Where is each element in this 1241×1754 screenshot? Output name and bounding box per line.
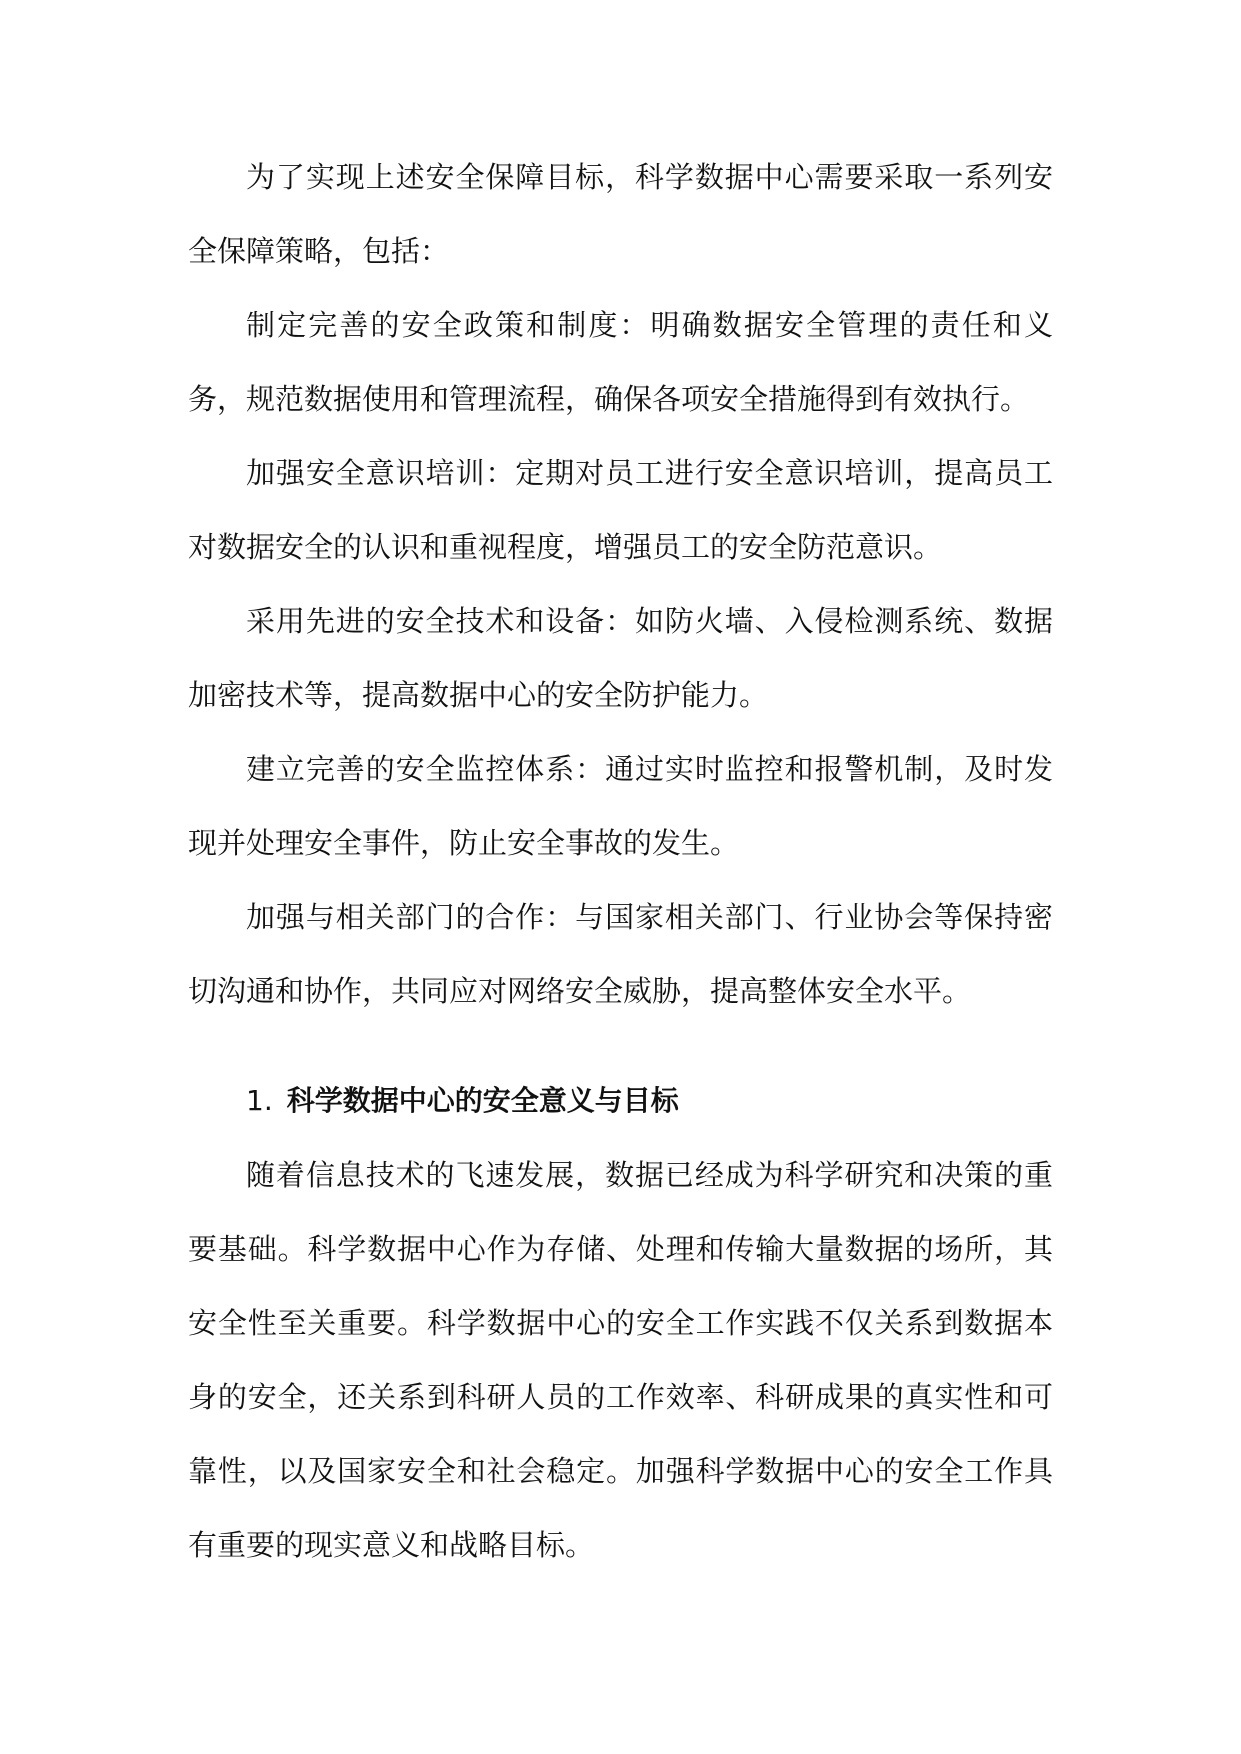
paragraph-technology: 采用先进的安全技术和设备：如防火墙、入侵检测系统、数据加密技术等，提高数据中心的安全防护能力。 — [188, 604, 1053, 712]
paragraph-policy: 制定完善的安全政策和制度：明确数据安全管理的责任和义务，规范数据使用和管理流程，确保各项安全措施得到有效执行。 — [188, 308, 1053, 416]
section-heading — [188, 1064, 1053, 1138]
paragraph-cooperation: 加强与相关部门的合作：与国家相关部门、行业协会等保持密切沟通和协作，共同应对网络安全威胁，提高整体安全水平。 — [188, 900, 1053, 1008]
document-body — [188, 140, 1053, 1582]
paragraph-significance: 随着信息技术的飞速发展，数据已经成为科学研究和决策的重要基础。科学数据中心作为存储、处理和传输大量数据的场所，其安全性至关重要。科学数据中心的安全工作实践不仅关系到数据本身的安全，还关系到科研人员的工作效率、科研成果的真实性和可靠性，以及国家安全和社会稳定。加强科学数据中心的安全工作具有重要的现实意义和战略目标。 — [188, 1158, 1053, 1562]
paragraph-strategy-intro: 为了实现上述安全保障目标，科学数据中心需要采取一系列安全保障策略，包括： — [188, 160, 1053, 268]
paragraph-monitoring: 建立完善的安全监控体系：通过实时监控和报警机制，及时发现并处理安全事件，防止安全事故的发生。 — [188, 752, 1053, 860]
section-title: 科学数据中心的安全意义与目标 — [286, 1084, 679, 1117]
section-number: 1. — [246, 1084, 273, 1117]
paragraph-training: 加强安全意识培训：定期对员工进行安全意识培训，提高员工对数据安全的认识和重视程度，增强员工的安全防范意识。 — [188, 456, 1053, 564]
